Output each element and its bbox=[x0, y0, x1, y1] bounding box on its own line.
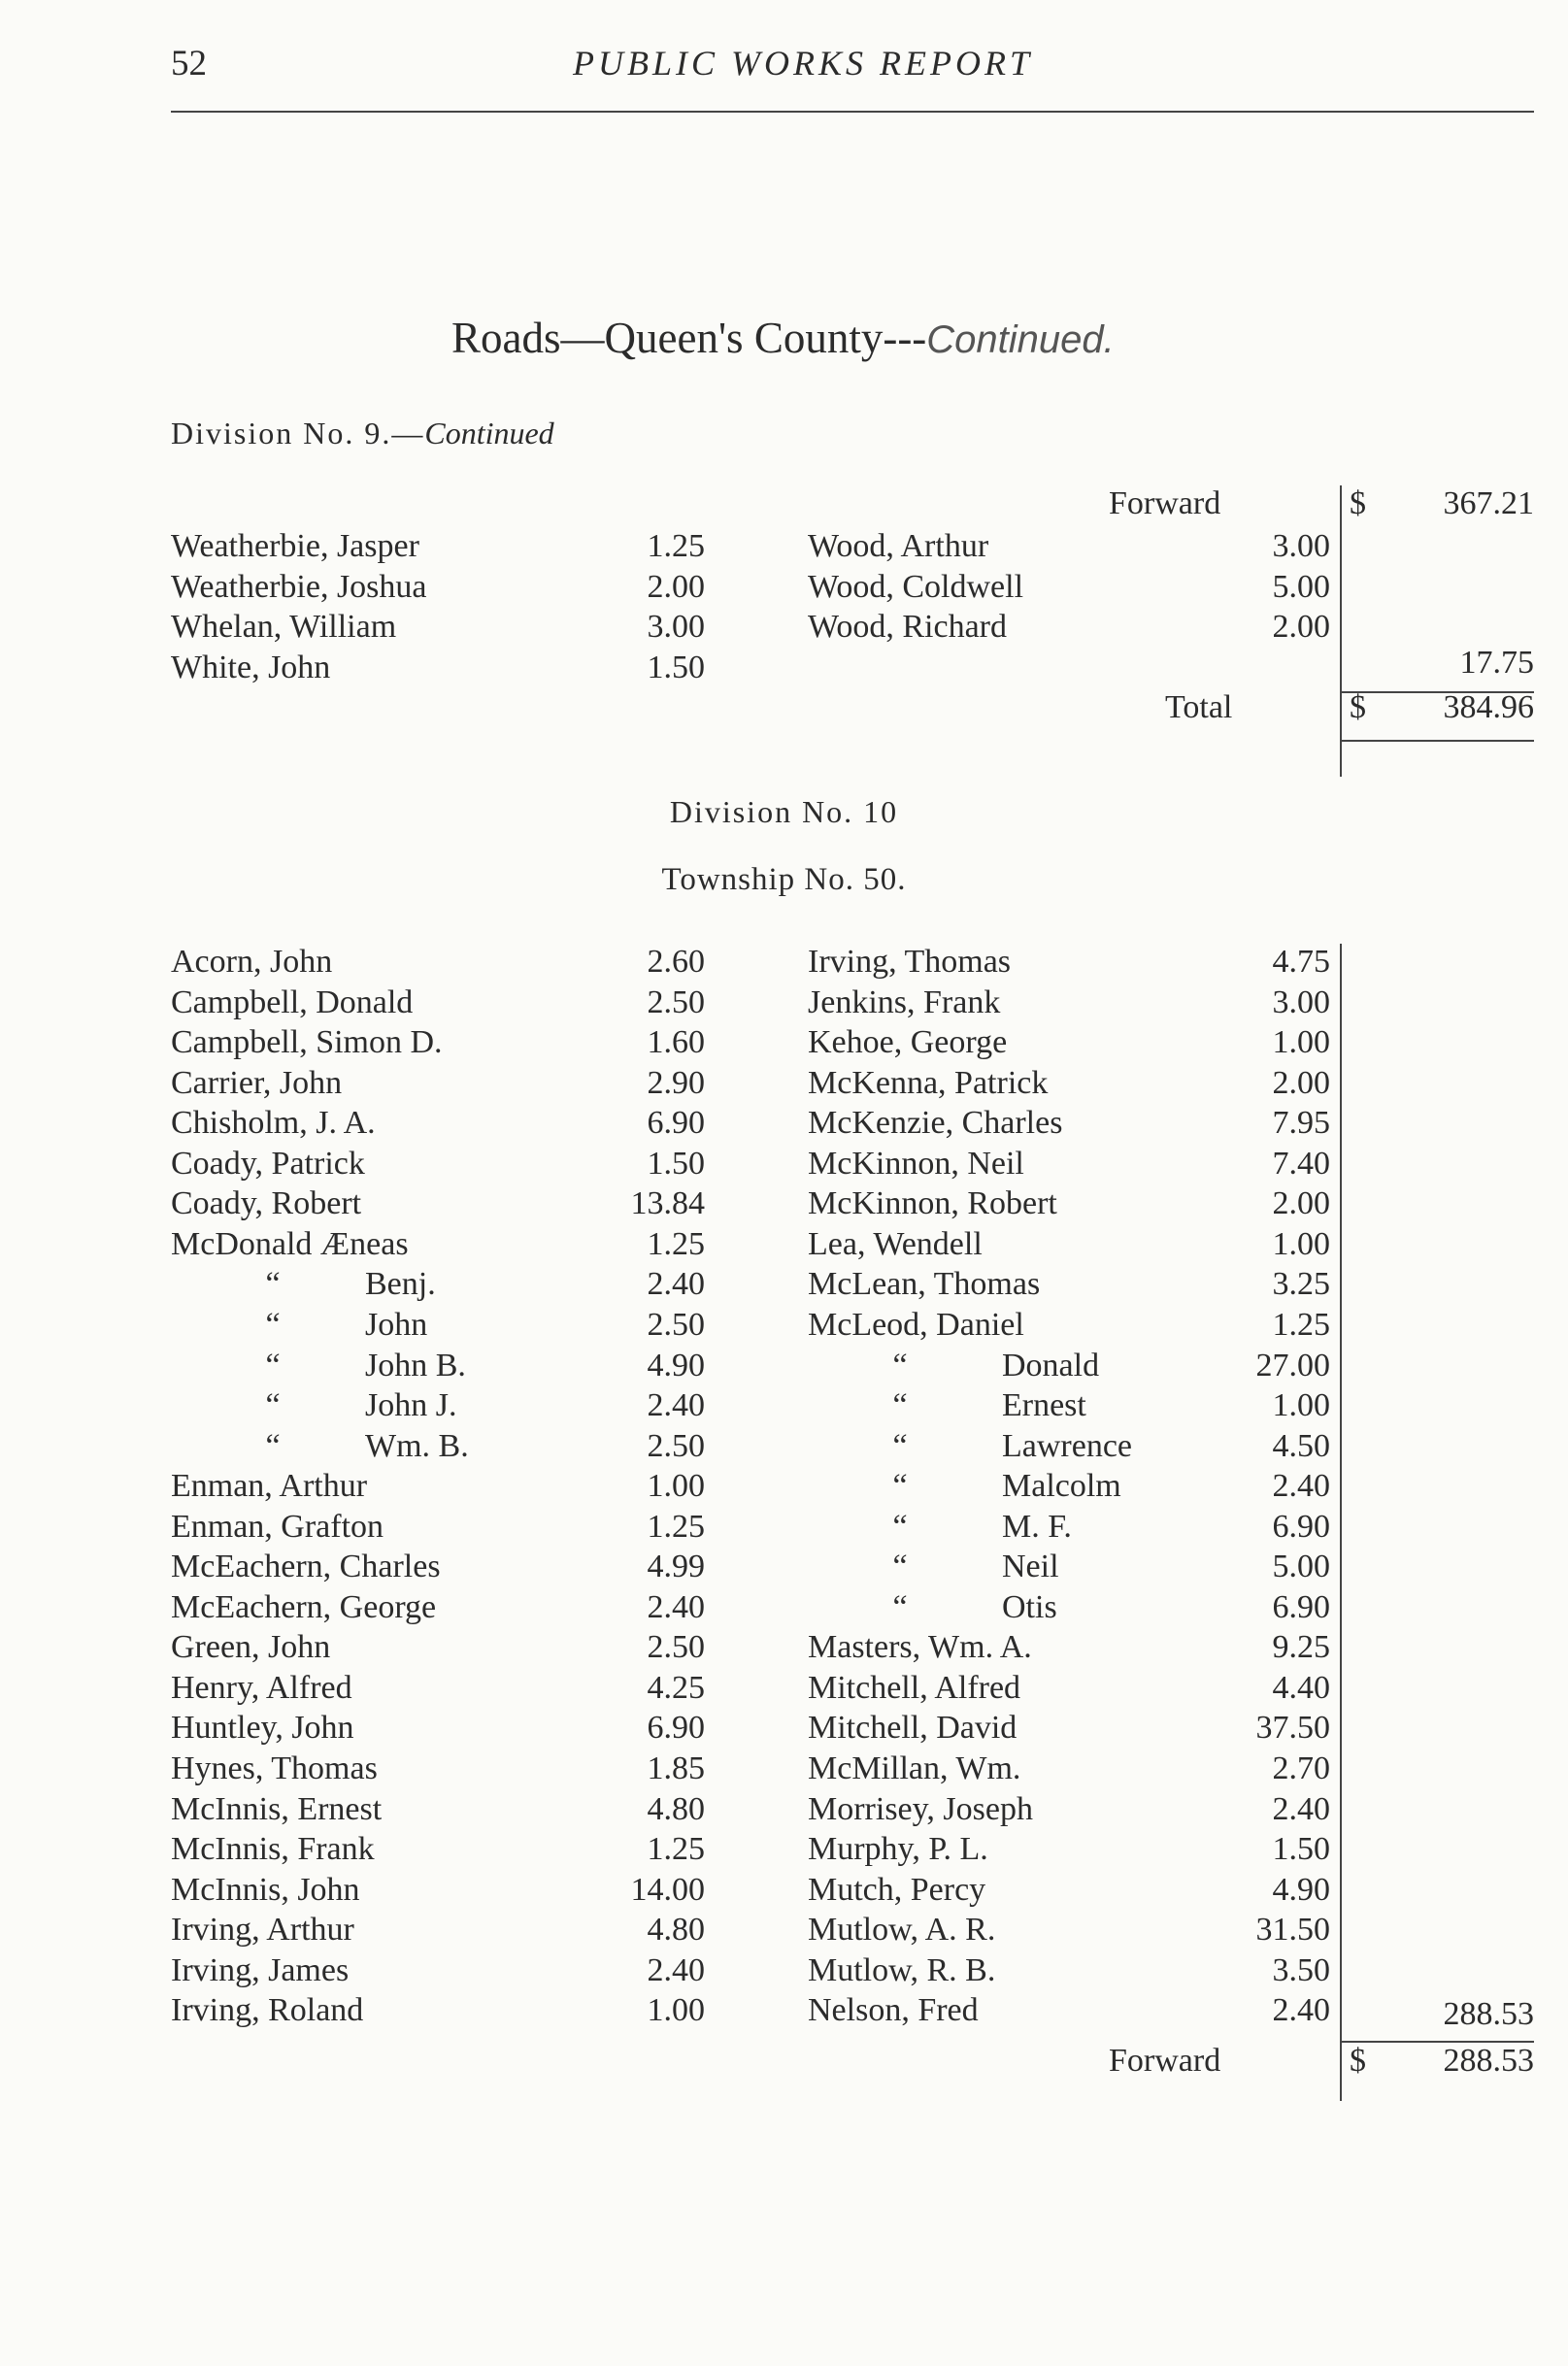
division-9-total-amount: 384.96 bbox=[1443, 689, 1534, 725]
entry-row bbox=[171, 942, 715, 983]
entry-name bbox=[876, 1547, 1059, 1587]
entry-amount: 1.00 bbox=[1272, 1024, 1330, 1061]
entry-row bbox=[171, 1183, 715, 1224]
entry-row bbox=[171, 1507, 715, 1548]
entry-row bbox=[171, 1749, 715, 1789]
entry-name bbox=[876, 1385, 1086, 1426]
entry-amount: 2.40 bbox=[1272, 1992, 1330, 2029]
entry-name: Green, John bbox=[171, 1629, 331, 1666]
entry-row bbox=[171, 1264, 715, 1305]
entry-row bbox=[171, 1950, 715, 1991]
division-9-heading bbox=[171, 416, 554, 451]
entry-amount: 2.50 bbox=[647, 1427, 705, 1464]
entry-name-text: Malcolm bbox=[1002, 1468, 1121, 1505]
entry-name: Campbell, Simon D. bbox=[171, 1024, 443, 1061]
ditto-mark: “ bbox=[265, 1427, 281, 1464]
entry-row bbox=[171, 1305, 715, 1346]
entry-amount: 3.50 bbox=[1272, 1951, 1330, 1988]
entry-amount: 2.50 bbox=[647, 1629, 705, 1666]
header-rule bbox=[171, 111, 1534, 113]
entry-row bbox=[808, 1990, 1340, 2031]
entry-name bbox=[876, 1507, 1072, 1548]
entry-amount: 1.25 bbox=[647, 1831, 705, 1868]
entry-name-text: Otis bbox=[1002, 1588, 1057, 1625]
entry-amount: 1.00 bbox=[1272, 1225, 1330, 1262]
entry-amount: 4.50 bbox=[1272, 1427, 1330, 1464]
entry-row bbox=[171, 1144, 715, 1184]
ditto-mark: “ bbox=[892, 1427, 908, 1464]
entry-amount: 1.85 bbox=[647, 1750, 705, 1786]
entry-amount: 4.75 bbox=[1272, 944, 1330, 980]
division-10-forward-currency: $ bbox=[1350, 2043, 1366, 2079]
entry-amount: 4.25 bbox=[647, 1669, 705, 1706]
entry-row bbox=[808, 983, 1340, 1023]
entry-name: Carrier, John bbox=[171, 1064, 343, 1101]
entry-row bbox=[171, 983, 715, 1023]
division-10-forward-amount: 288.53 bbox=[1443, 2043, 1534, 2079]
entry-row bbox=[808, 1668, 1340, 1709]
entry-row bbox=[808, 567, 1340, 608]
division-9-total-label: Total bbox=[1165, 689, 1233, 725]
entry-row bbox=[171, 1103, 715, 1144]
entry-row bbox=[171, 567, 715, 608]
entry-name-text: M. F. bbox=[1002, 1508, 1072, 1545]
entry-name: Coady, Patrick bbox=[171, 1145, 365, 1182]
entry-amount: 4.80 bbox=[647, 1912, 705, 1949]
entry-name: McInnis, John bbox=[171, 1871, 360, 1908]
entry-row bbox=[171, 1385, 715, 1426]
entry-name-text: Lawrence bbox=[1002, 1427, 1133, 1464]
entry-row bbox=[171, 1708, 715, 1749]
entry-amount: 1.50 bbox=[647, 1145, 705, 1182]
ditto-mark: “ bbox=[892, 1549, 908, 1585]
entry-amount: 1.00 bbox=[647, 1992, 705, 2029]
entry-name: Chisholm, J. A. bbox=[171, 1105, 376, 1142]
entry-amount: 1.00 bbox=[1272, 1387, 1330, 1424]
entry-name: Mutlow, R. B. bbox=[808, 1951, 996, 1988]
entry-name bbox=[876, 1466, 1121, 1507]
entry-amount: 4.90 bbox=[1272, 1871, 1330, 1908]
entry-amount: 13.84 bbox=[630, 1185, 705, 1222]
entry-name: Wood, Arthur bbox=[808, 528, 989, 564]
entry-name: Murphy, P. L. bbox=[808, 1831, 988, 1868]
ditto-mark: “ bbox=[892, 1347, 908, 1383]
ditto-mark: “ bbox=[892, 1588, 908, 1625]
entry-name: Lea, Wendell bbox=[808, 1225, 983, 1262]
page-title-main: Roads—Queen's County--- bbox=[451, 314, 927, 362]
entry-name-text: Wm. B. bbox=[365, 1427, 469, 1464]
entry-name-text: John bbox=[365, 1306, 428, 1343]
entry-amount: 6.90 bbox=[647, 1710, 705, 1747]
entry-amount: 7.95 bbox=[1272, 1105, 1330, 1142]
entry-amount: 3.00 bbox=[1272, 983, 1330, 1020]
entry-amount: 31.50 bbox=[1255, 1912, 1330, 1949]
entry-name: Mutlow, A. R. bbox=[808, 1912, 996, 1949]
entry-row bbox=[171, 526, 715, 567]
entry-amount: 3.25 bbox=[1272, 1266, 1330, 1303]
page-title bbox=[451, 313, 1115, 363]
entry-name: Irving, Thomas bbox=[808, 944, 1012, 980]
entry-row bbox=[171, 1910, 715, 1950]
entry-name: Irving, Arthur bbox=[171, 1912, 354, 1949]
entry-name: McEachern, Charles bbox=[171, 1549, 441, 1585]
entry-row bbox=[808, 1466, 1340, 1507]
running-title: PUBLIC WORKS REPORT bbox=[573, 44, 1033, 83]
entry-name: Masters, Wm. A. bbox=[808, 1629, 1032, 1666]
entry-row bbox=[171, 1870, 715, 1911]
entry-amount: 2.40 bbox=[647, 1951, 705, 1988]
township-heading: Township No. 50. bbox=[661, 862, 907, 897]
entry-row bbox=[808, 1627, 1340, 1668]
entry-name: McKinnon, Robert bbox=[808, 1185, 1057, 1222]
entry-row bbox=[171, 1990, 715, 2031]
entry-amount: 2.00 bbox=[1272, 1064, 1330, 1101]
entry-row bbox=[808, 1587, 1340, 1628]
entry-name-text: Benj. bbox=[365, 1266, 436, 1303]
division-9-total-currency: $ bbox=[1350, 689, 1366, 725]
entry-amount: 4.80 bbox=[647, 1790, 705, 1827]
entry-amount: 4.99 bbox=[647, 1549, 705, 1585]
entry-amount: 2.40 bbox=[1272, 1468, 1330, 1505]
ditto-mark: “ bbox=[265, 1306, 281, 1343]
entry-name: McInnis, Ernest bbox=[171, 1790, 383, 1827]
entry-name bbox=[249, 1385, 456, 1426]
entry-row bbox=[808, 1870, 1340, 1911]
entry-row bbox=[171, 607, 715, 648]
entry-name: McEachern, George bbox=[171, 1588, 437, 1625]
entry-amount: 2.50 bbox=[647, 1306, 705, 1343]
entry-name: Acorn, John bbox=[171, 944, 333, 980]
entry-row bbox=[808, 1144, 1340, 1184]
ditto-mark: “ bbox=[265, 1347, 281, 1383]
division-9-forward-currency: $ bbox=[1350, 485, 1366, 521]
entry-row bbox=[171, 1627, 715, 1668]
entry-row bbox=[171, 1063, 715, 1104]
entry-row bbox=[808, 1224, 1340, 1265]
entry-row bbox=[808, 1305, 1340, 1346]
entry-row bbox=[808, 526, 1340, 567]
entry-name: Irving, Roland bbox=[171, 1992, 364, 2029]
entry-amount: 2.60 bbox=[647, 944, 705, 980]
division-9-forward-label: Forward bbox=[1109, 485, 1221, 521]
entry-name bbox=[249, 1264, 436, 1305]
entry-name bbox=[249, 1305, 427, 1346]
page-number: 52 bbox=[171, 44, 207, 83]
entry-name: Enman, Arthur bbox=[171, 1468, 368, 1505]
entry-amount: 6.90 bbox=[1272, 1588, 1330, 1625]
entry-amount: 6.90 bbox=[647, 1105, 705, 1142]
entry-row bbox=[808, 1063, 1340, 1104]
entry-amount: 1.50 bbox=[647, 649, 705, 685]
entry-amount: 7.40 bbox=[1272, 1145, 1330, 1182]
entry-name: Enman, Grafton bbox=[171, 1508, 384, 1545]
entry-amount: 1.25 bbox=[647, 528, 705, 564]
entry-amount: 2.70 bbox=[1272, 1750, 1330, 1786]
entry-row bbox=[171, 1829, 715, 1870]
entry-row bbox=[808, 1103, 1340, 1144]
ditto-mark: “ bbox=[265, 1266, 281, 1303]
entry-amount: 2.40 bbox=[647, 1266, 705, 1303]
entry-amount: 1.60 bbox=[647, 1024, 705, 1061]
entry-amount: 5.00 bbox=[1272, 1549, 1330, 1585]
entry-row bbox=[171, 1668, 715, 1709]
entry-row bbox=[808, 1910, 1340, 1950]
entry-amount: 6.90 bbox=[1272, 1508, 1330, 1545]
entry-row bbox=[808, 1547, 1340, 1587]
division-9-column-rule bbox=[1340, 485, 1342, 777]
entry-row bbox=[808, 1749, 1340, 1789]
entry-name: Mitchell, Alfred bbox=[808, 1669, 1021, 1706]
entry-name-text: John J. bbox=[365, 1387, 457, 1424]
entry-amount: 2.00 bbox=[647, 568, 705, 605]
entry-name: Wood, Coldwell bbox=[808, 568, 1024, 605]
entry-row bbox=[808, 1183, 1340, 1224]
entry-amount: 2.00 bbox=[1272, 609, 1330, 645]
entry-name: Weatherbie, Jasper bbox=[171, 528, 419, 564]
entry-name: McLeod, Daniel bbox=[808, 1306, 1024, 1343]
entry-row bbox=[808, 1950, 1340, 1991]
division-9-subtotal: 17.75 bbox=[1459, 645, 1534, 681]
entry-row bbox=[171, 648, 715, 688]
entry-amount: 2.40 bbox=[647, 1387, 705, 1424]
entry-amount: 27.00 bbox=[1255, 1347, 1330, 1383]
entry-amount: 2.50 bbox=[647, 983, 705, 1020]
entry-name: McKenzie, Charles bbox=[808, 1105, 1063, 1142]
entry-amount: 3.00 bbox=[1272, 528, 1330, 564]
entry-name-text: Donald bbox=[1002, 1347, 1100, 1383]
entry-row bbox=[808, 1829, 1340, 1870]
entry-row bbox=[171, 1426, 715, 1467]
entry-name: Jenkins, Frank bbox=[808, 983, 1001, 1020]
division-10-forward-label: Forward bbox=[1109, 2043, 1221, 2079]
division-9-heading-text: Division No. 9.— bbox=[171, 416, 425, 450]
division-9-total-rule bbox=[1340, 740, 1534, 742]
ditto-mark: “ bbox=[892, 1387, 908, 1424]
entry-row bbox=[808, 942, 1340, 983]
division-10-heading: Division No. 10 bbox=[669, 794, 899, 829]
division-10-column-rule bbox=[1340, 944, 1342, 2101]
entry-row bbox=[808, 1708, 1340, 1749]
entry-amount: 5.00 bbox=[1272, 568, 1330, 605]
division-9-heading-continued: Continued bbox=[424, 416, 554, 450]
entry-name: Henry, Alfred bbox=[171, 1669, 352, 1706]
entry-amount: 9.25 bbox=[1272, 1629, 1330, 1666]
entry-row bbox=[808, 1507, 1340, 1548]
entry-name: Huntley, John bbox=[171, 1710, 354, 1747]
entry-amount: 4.90 bbox=[647, 1347, 705, 1383]
entry-row bbox=[171, 1224, 715, 1265]
entry-row bbox=[171, 1789, 715, 1830]
entry-name: Coady, Robert bbox=[171, 1185, 362, 1222]
entry-name: Mitchell, David bbox=[808, 1710, 1018, 1747]
entry-name: Mutch, Percy bbox=[808, 1871, 986, 1908]
entry-amount: 1.25 bbox=[1272, 1306, 1330, 1343]
entry-name-text: John B. bbox=[365, 1347, 466, 1383]
entry-amount: 2.00 bbox=[1272, 1185, 1330, 1222]
entry-amount: 2.40 bbox=[647, 1588, 705, 1625]
entry-name bbox=[876, 1587, 1057, 1628]
entry-name: Irving, James bbox=[171, 1951, 350, 1988]
entry-row bbox=[171, 1346, 715, 1386]
entry-name: McMillan, Wm. bbox=[808, 1750, 1021, 1786]
entry-amount: 1.25 bbox=[647, 1508, 705, 1545]
entry-name-text: Neil bbox=[1002, 1549, 1059, 1585]
entry-name bbox=[249, 1426, 469, 1467]
entry-row bbox=[808, 1789, 1340, 1830]
entry-row bbox=[171, 1022, 715, 1063]
entry-name: McKenna, Patrick bbox=[808, 1064, 1049, 1101]
entry-name: McKinnon, Neil bbox=[808, 1145, 1024, 1182]
entry-amount: 3.00 bbox=[647, 609, 705, 645]
entry-row bbox=[808, 1022, 1340, 1063]
entry-name: Whelan, William bbox=[171, 609, 397, 645]
entry-row bbox=[171, 1587, 715, 1628]
ditto-mark: “ bbox=[892, 1508, 908, 1545]
entry-row bbox=[808, 1426, 1340, 1467]
entry-row bbox=[808, 607, 1340, 648]
entry-name: Hynes, Thomas bbox=[171, 1750, 378, 1786]
entry-amount: 37.50 bbox=[1255, 1710, 1330, 1747]
division-9-forward-amount: 367.21 bbox=[1443, 485, 1534, 521]
entry-amount: 1.00 bbox=[647, 1468, 705, 1505]
entry-amount: 4.40 bbox=[1272, 1669, 1330, 1706]
ditto-mark: “ bbox=[892, 1468, 908, 1505]
entry-amount: 1.50 bbox=[1272, 1831, 1330, 1868]
entry-name: McLean, Thomas bbox=[808, 1266, 1041, 1303]
entry-row bbox=[808, 1385, 1340, 1426]
entry-name: Weatherbie, Joshua bbox=[171, 568, 427, 605]
entry-name bbox=[249, 1346, 466, 1386]
entry-row bbox=[171, 1466, 715, 1507]
division-10-column-total: 288.53 bbox=[1443, 1996, 1534, 2032]
entry-amount: 2.90 bbox=[647, 1064, 705, 1101]
entry-name: Campbell, Donald bbox=[171, 983, 414, 1020]
entry-name: Wood, Richard bbox=[808, 609, 1007, 645]
entry-name: Morrisey, Joseph bbox=[808, 1790, 1033, 1827]
entry-amount: 2.40 bbox=[1272, 1790, 1330, 1827]
entry-name: McInnis, Frank bbox=[171, 1831, 375, 1868]
entry-row bbox=[808, 1264, 1340, 1305]
entry-name bbox=[876, 1346, 1099, 1386]
entry-name bbox=[876, 1426, 1132, 1467]
entry-row bbox=[171, 1547, 715, 1587]
entry-name: McDonald Æneas bbox=[171, 1225, 409, 1262]
entry-name: White, John bbox=[171, 649, 331, 685]
entry-row bbox=[808, 1346, 1340, 1386]
entry-amount: 1.25 bbox=[647, 1225, 705, 1262]
page-title-continued: Continued. bbox=[926, 318, 1115, 361]
entry-amount: 14.00 bbox=[630, 1871, 705, 1908]
entry-name: Kehoe, George bbox=[808, 1024, 1008, 1061]
ditto-mark: “ bbox=[265, 1387, 281, 1424]
entry-name-text: Ernest bbox=[1002, 1387, 1086, 1424]
entry-name: Nelson, Fred bbox=[808, 1992, 979, 2029]
